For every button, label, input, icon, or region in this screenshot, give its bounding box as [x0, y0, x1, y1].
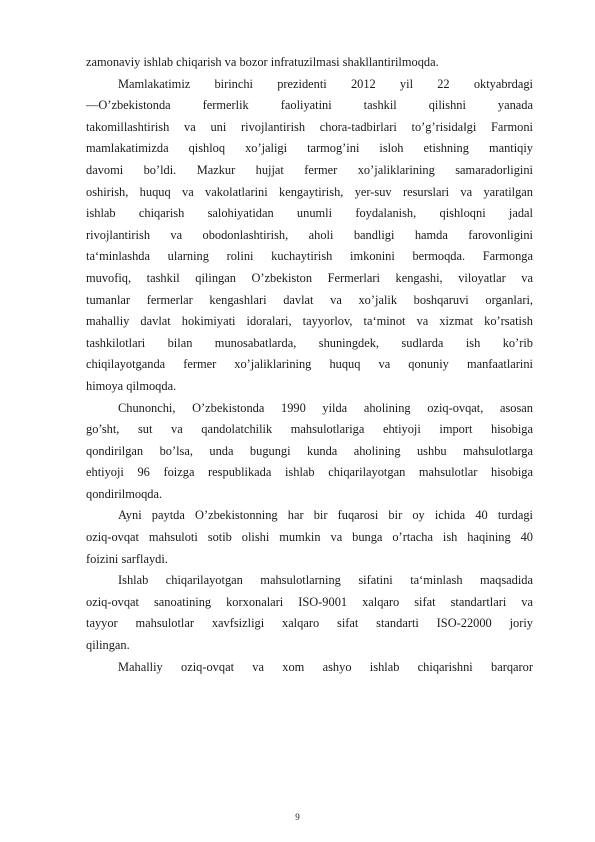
text-line: rivojlantirish va obodonlashtirish, aholi bandligi hamda farovonligini: [86, 227, 533, 242]
page-number: 9: [295, 812, 300, 822]
text-line: oziq-ovqat sanoatining korxonalari ISO-9001 xalqaro sifat standartlari va: [86, 594, 533, 609]
text-line: tayyor mahsulotlar xavfsizligi xalqaro sifat standarti ISO-22000 joriy: [86, 616, 533, 631]
text-line: davomi bo’ldi. Mazkur hujjat fermer xo’jaliklarining samaradorligini: [86, 162, 533, 177]
text-line: takomillashtirish va uni rivojlantirish chora-tadbirlari to’g’risida‖gi Farmoni: [86, 119, 533, 134]
text-line: muvofiq, tashkil qilingan O’zbekiston Fermerlari kengashi, viloyatlar va: [86, 270, 533, 285]
text-line: mahalliy davlat hokimiyati idoralari, tayyorlov, ta‘minot va xizmat ko’rsatish: [86, 314, 533, 329]
document-body: [86, 52, 533, 678]
text-line: go’sht, sut va qandolatchilik mahsulotlariga ehtiyoji import hisobiga: [86, 422, 533, 437]
text-line: ehtiyoji 96 foizga respublikada ishlab chiqarilayotgan mahsulotlar hisobiga: [86, 465, 533, 480]
text-line: Mahalliy oziq-ovqat va xom ashyo ishlab chiqarishni barqaror: [118, 659, 533, 674]
text-line: mamlakatimizda qishloq xo’jaligi tarmog’ini isloh etishning mantiqiy: [86, 141, 533, 156]
text-line: qondirilgan bo’lsa, unda bugungi kunda aholining ushbu mahsulotlarga: [86, 443, 533, 458]
text-line: Chunonchi, O’zbekistonda 1990 yilda aholining oziq-ovqat, asosan: [118, 400, 533, 415]
text-line: tashkilotlari bilan munosabatlarda, shuningdek, sudlarda ish ko’rib: [86, 335, 533, 350]
text-line: qilingan.: [86, 638, 130, 653]
text-line: chiqilayotganda fermer xo’jaliklarining huquq va qonuniy manfaatlarini: [86, 357, 533, 372]
text-line: qondirilmoqda.: [86, 486, 163, 501]
text-line: ―O’zbekistonda fermerlik faoliyatini tashkil qilishni yanada: [86, 98, 533, 113]
text-line: Mamlakatimiz birinchi prezidenti 2012 yil 22 oktyabrdagi: [118, 76, 533, 91]
text-line: ishlab chiqarish salohiyatidan unumli foydalanish, qishloqni jadal: [86, 206, 533, 221]
text-line: Ishlab chiqarilayotgan mahsulotlarning sifatini ta‘minlash maqsadida: [118, 573, 533, 588]
text-line: oziq-ovqat mahsuloti sotib olishi mumkin va bunga o’rtacha ish haqining 40: [86, 530, 533, 545]
text-line: zamonaviy ishlab chiqarish va bozor infratuzilmasi shakllantirilmoqda.: [86, 55, 439, 69]
text-line: tumanlar fermerlar kengashlari davlat va xo’jalik boshqaruvi organlari,: [86, 292, 533, 307]
text-line: foizini sarflaydi.: [86, 551, 168, 566]
text-line: himoya qilmoqda.: [86, 378, 177, 393]
text-line: oshirish, huquq va vakolatlarini kengaytirish, yer-suv resurslari va yaratilgan: [86, 184, 533, 199]
text-line: ta‘minlashda ularning rolini kuchaytirish imkonini bermoqda. Farmonga: [86, 249, 533, 264]
text-line: Ayni paytda O’zbekistonning har bir fuqarosi bir oy ichida 40 turdagi: [118, 508, 533, 523]
